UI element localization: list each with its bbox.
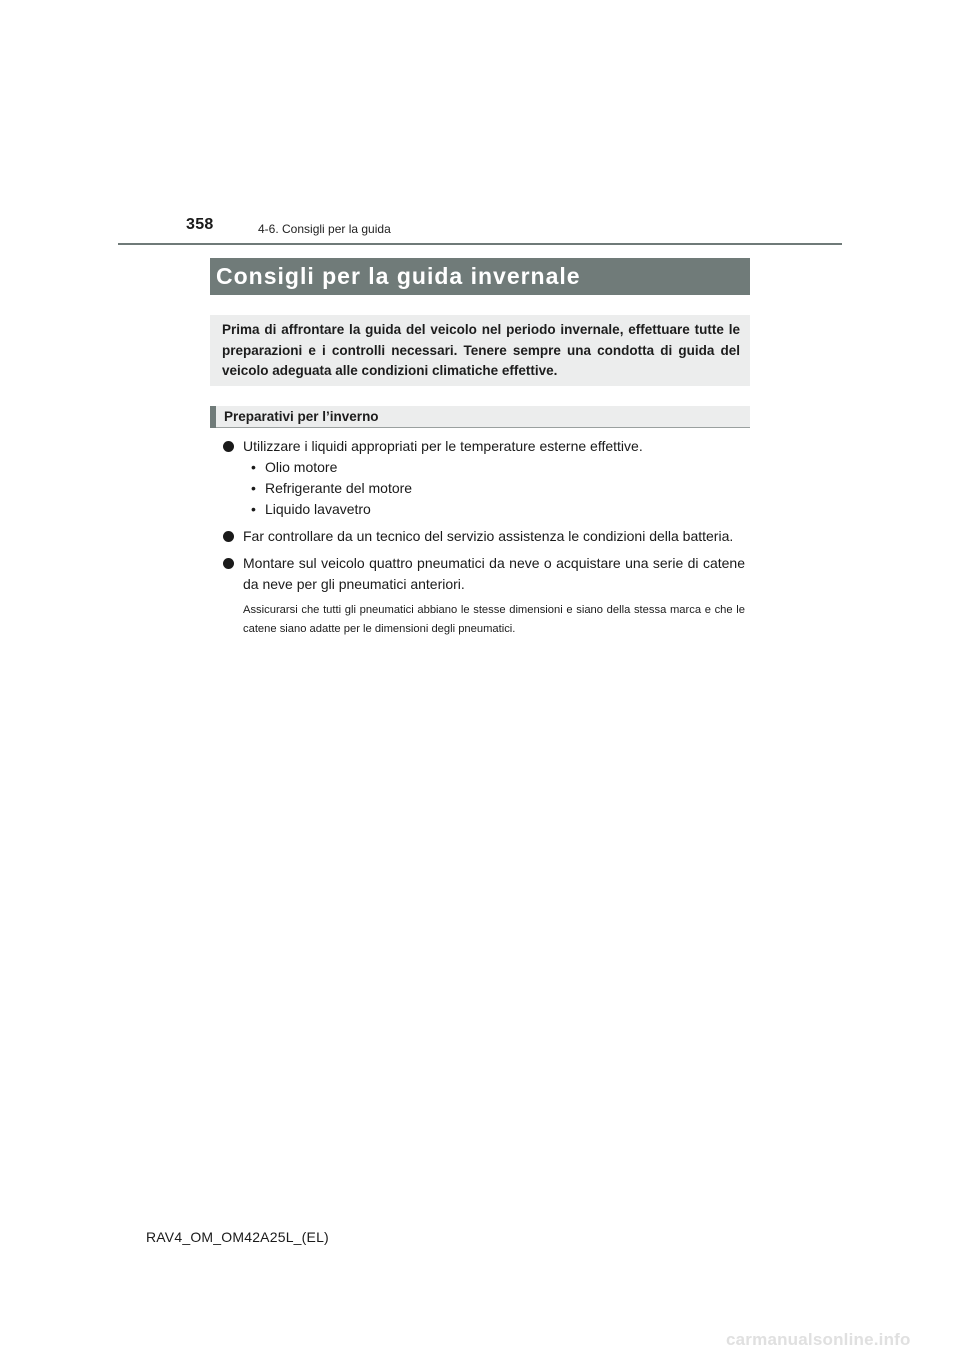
content-body: [222, 436, 745, 639]
list-item: [222, 436, 745, 520]
small-bullet-icon: •: [251, 459, 256, 475]
sub-list-item-text: Liquido lavavetro: [265, 501, 371, 517]
page-number: 358: [186, 216, 214, 233]
document-code: RAV4_OM_OM42A25L_(EL): [146, 1229, 329, 1245]
header-divider: [118, 243, 842, 245]
sub-list-item: [248, 478, 745, 499]
subsection-accent: [210, 406, 216, 428]
intro-box: [210, 315, 750, 386]
note-text: Assicurarsi che tutti gli pneumatici abbiano le stesse dimensioni e siano della stessa marca e che le catene siano adatte per le dimensioni degli pneumatici.: [243, 604, 745, 635]
list-item-text: Montare sul veicolo quattro pneumatici da neve o acquistare una serie di catene da neve per gli pneumatici anteriori.: [243, 555, 745, 592]
section-label: 4-6. Consigli per la guida: [258, 222, 391, 236]
page-title: Consigli per la guida invernale: [210, 258, 750, 295]
list-item: [222, 526, 745, 547]
sub-list-item-text: Refrigerante del motore: [265, 480, 413, 496]
intro-text: Prima di affrontare la guida del veicolo nel periodo invernale, effettuare tutte le preparazioni e i controlli necessari. Tenere sempre una condotta di guida del veicolo adeguata alle condizioni climatiche effettive.: [222, 322, 740, 378]
sub-list-item-text: Olio motore: [265, 459, 338, 475]
small-bullet-icon: •: [251, 501, 256, 517]
watermark-text: carmanualsonline.info: [726, 1330, 911, 1349]
bullet-icon: [223, 558, 234, 569]
subsection-title: Preparativi per l’inverno: [224, 409, 379, 424]
small-bullet-icon: •: [251, 480, 256, 496]
bullet-icon: [223, 531, 234, 542]
sub-list-item: [248, 499, 745, 520]
sub-list: [243, 457, 745, 520]
sub-list-item: [248, 457, 745, 478]
list-item-text: Utilizzare i liquidi appropriati per le temperature esterne effettive.: [243, 438, 643, 454]
list-item: [222, 553, 745, 595]
subsection-header: [210, 406, 750, 428]
list-item-text: Far controllare da un tecnico del servizio assistenza le condizioni della batteria.: [243, 528, 734, 544]
bullet-icon: [223, 441, 234, 452]
